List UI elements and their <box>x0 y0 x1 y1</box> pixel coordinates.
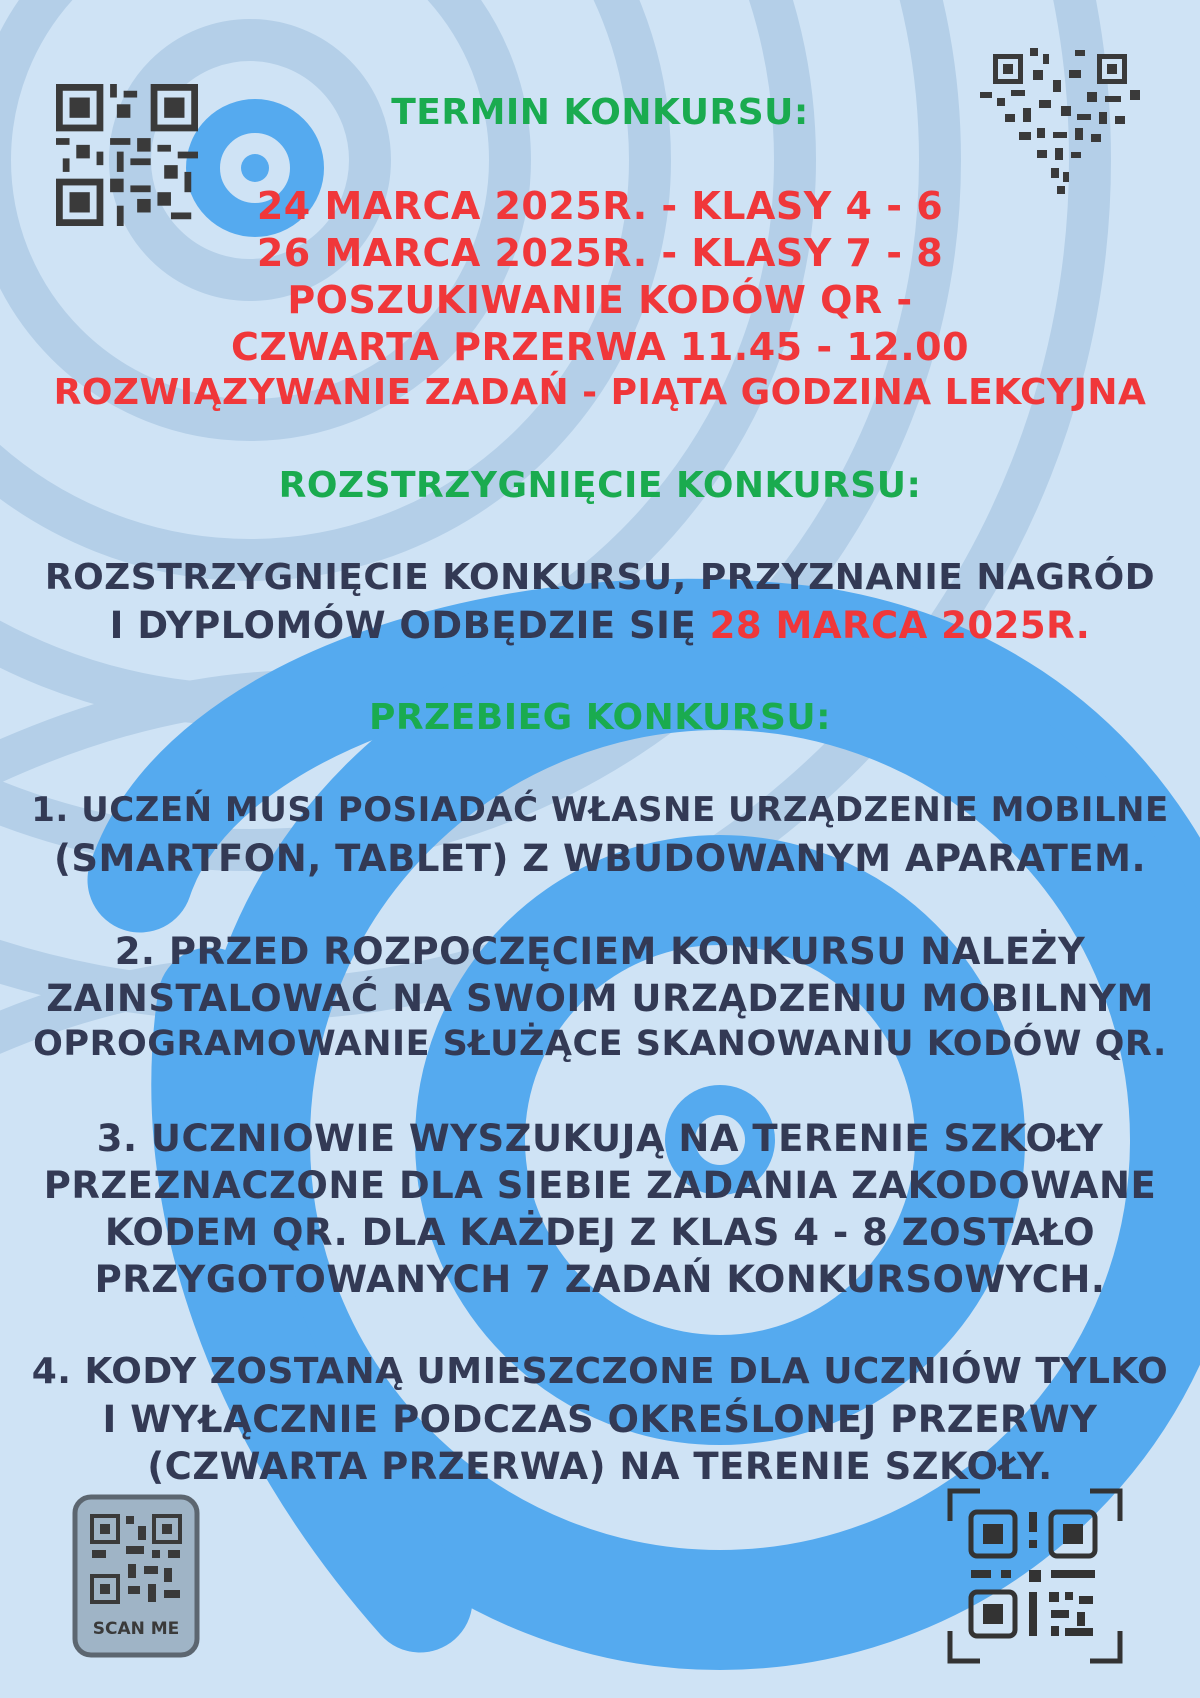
scan-me-label: SCAN ME <box>92 1619 180 1639</box>
point-1-line-2: (SMARTFON, TABLET) Z WBUDOWANYM APARATEM. <box>53 837 1147 880</box>
point-2-line-3: OPROGRAMOWANIE SŁUŻĄCE SKANOWANIU KODÓW QR. <box>33 1024 1167 1064</box>
termin-line-5: ROZWIĄZYWANIE ZADAŃ - PIĄTA GODZINA LEKCYJNA <box>53 372 1147 413</box>
point-3-line-4: PRZYGOTOWANYCH 7 ZADAŃ KONKURSOWYCH. <box>94 1258 1106 1301</box>
rozstrzygniecie-line-2 <box>0 604 1200 647</box>
point-3-line-3: KODEM QR. DLA KAŻDEJ Z KLAS 4 - 8 ZOSTAŁO <box>104 1211 1096 1254</box>
point-2-line-2: ZAINSTALOWAĆ NA SWOIM URZĄDZENIU MOBILNYM <box>46 977 1154 1020</box>
point-4-line-3: (CZWARTA PRZERWA) NA TERENIE SZKOŁY. <box>147 1445 1053 1488</box>
rozstrzygniecie-heading: ROZSTRZYGNIĘCIE KONKURSU: <box>278 465 922 506</box>
point-2-line-1: 2. PRZED ROZPOCZĘCIEM KONKURSU NALEŻY <box>114 930 1086 973</box>
termin-line-2: 26 MARCA 2025R. - KLASY 7 - 8 <box>256 231 944 275</box>
przebieg-heading: PRZEBIEG KONKURSU: <box>368 697 832 738</box>
termin-line-4: CZWARTA PRZERWA 11.45 - 12.00 <box>230 325 970 369</box>
point-4-line-1: 4. KODY ZOSTANĄ UMIESZCZONE DLA UCZNIÓW TYLKO <box>31 1351 1169 1392</box>
point-1-line-1: 1. UCZEŃ MUSI POSIADAĆ WŁASNE URZĄDZENIE MOBILNE <box>31 790 1169 830</box>
rozstrzygniecie-line-1: ROZSTRZYGNIĘCIE KONKURSU, PRZYZNANIE NAGRÓD <box>44 557 1156 598</box>
point-4-line-2: I WYŁĄCZNIE PODCZAS OKREŚLONEJ PRZERWY <box>102 1398 1098 1441</box>
point-3-line-2: PRZEZNACZONE DLA SIEBIE ZADANIA ZAKODOWANE <box>43 1164 1157 1207</box>
termin-heading: TERMIN KONKURSU: <box>391 92 809 133</box>
rozstrzygniecie-date: 28 MARCA 2025R. <box>709 604 1091 647</box>
rozstrzygniecie-line-2-text: I DYPLOMÓW ODBĘDZIE SIĘ <box>109 604 697 647</box>
termin-line-3: POSZUKIWANIE KODÓW QR - <box>287 278 913 322</box>
termin-line-1: 24 MARCA 2025R. - KLASY 4 - 6 <box>256 184 944 228</box>
point-3-line-1: 3. UCZNIOWIE WYSZUKUJĄ NA TERENIE SZKOŁY <box>96 1117 1104 1160</box>
